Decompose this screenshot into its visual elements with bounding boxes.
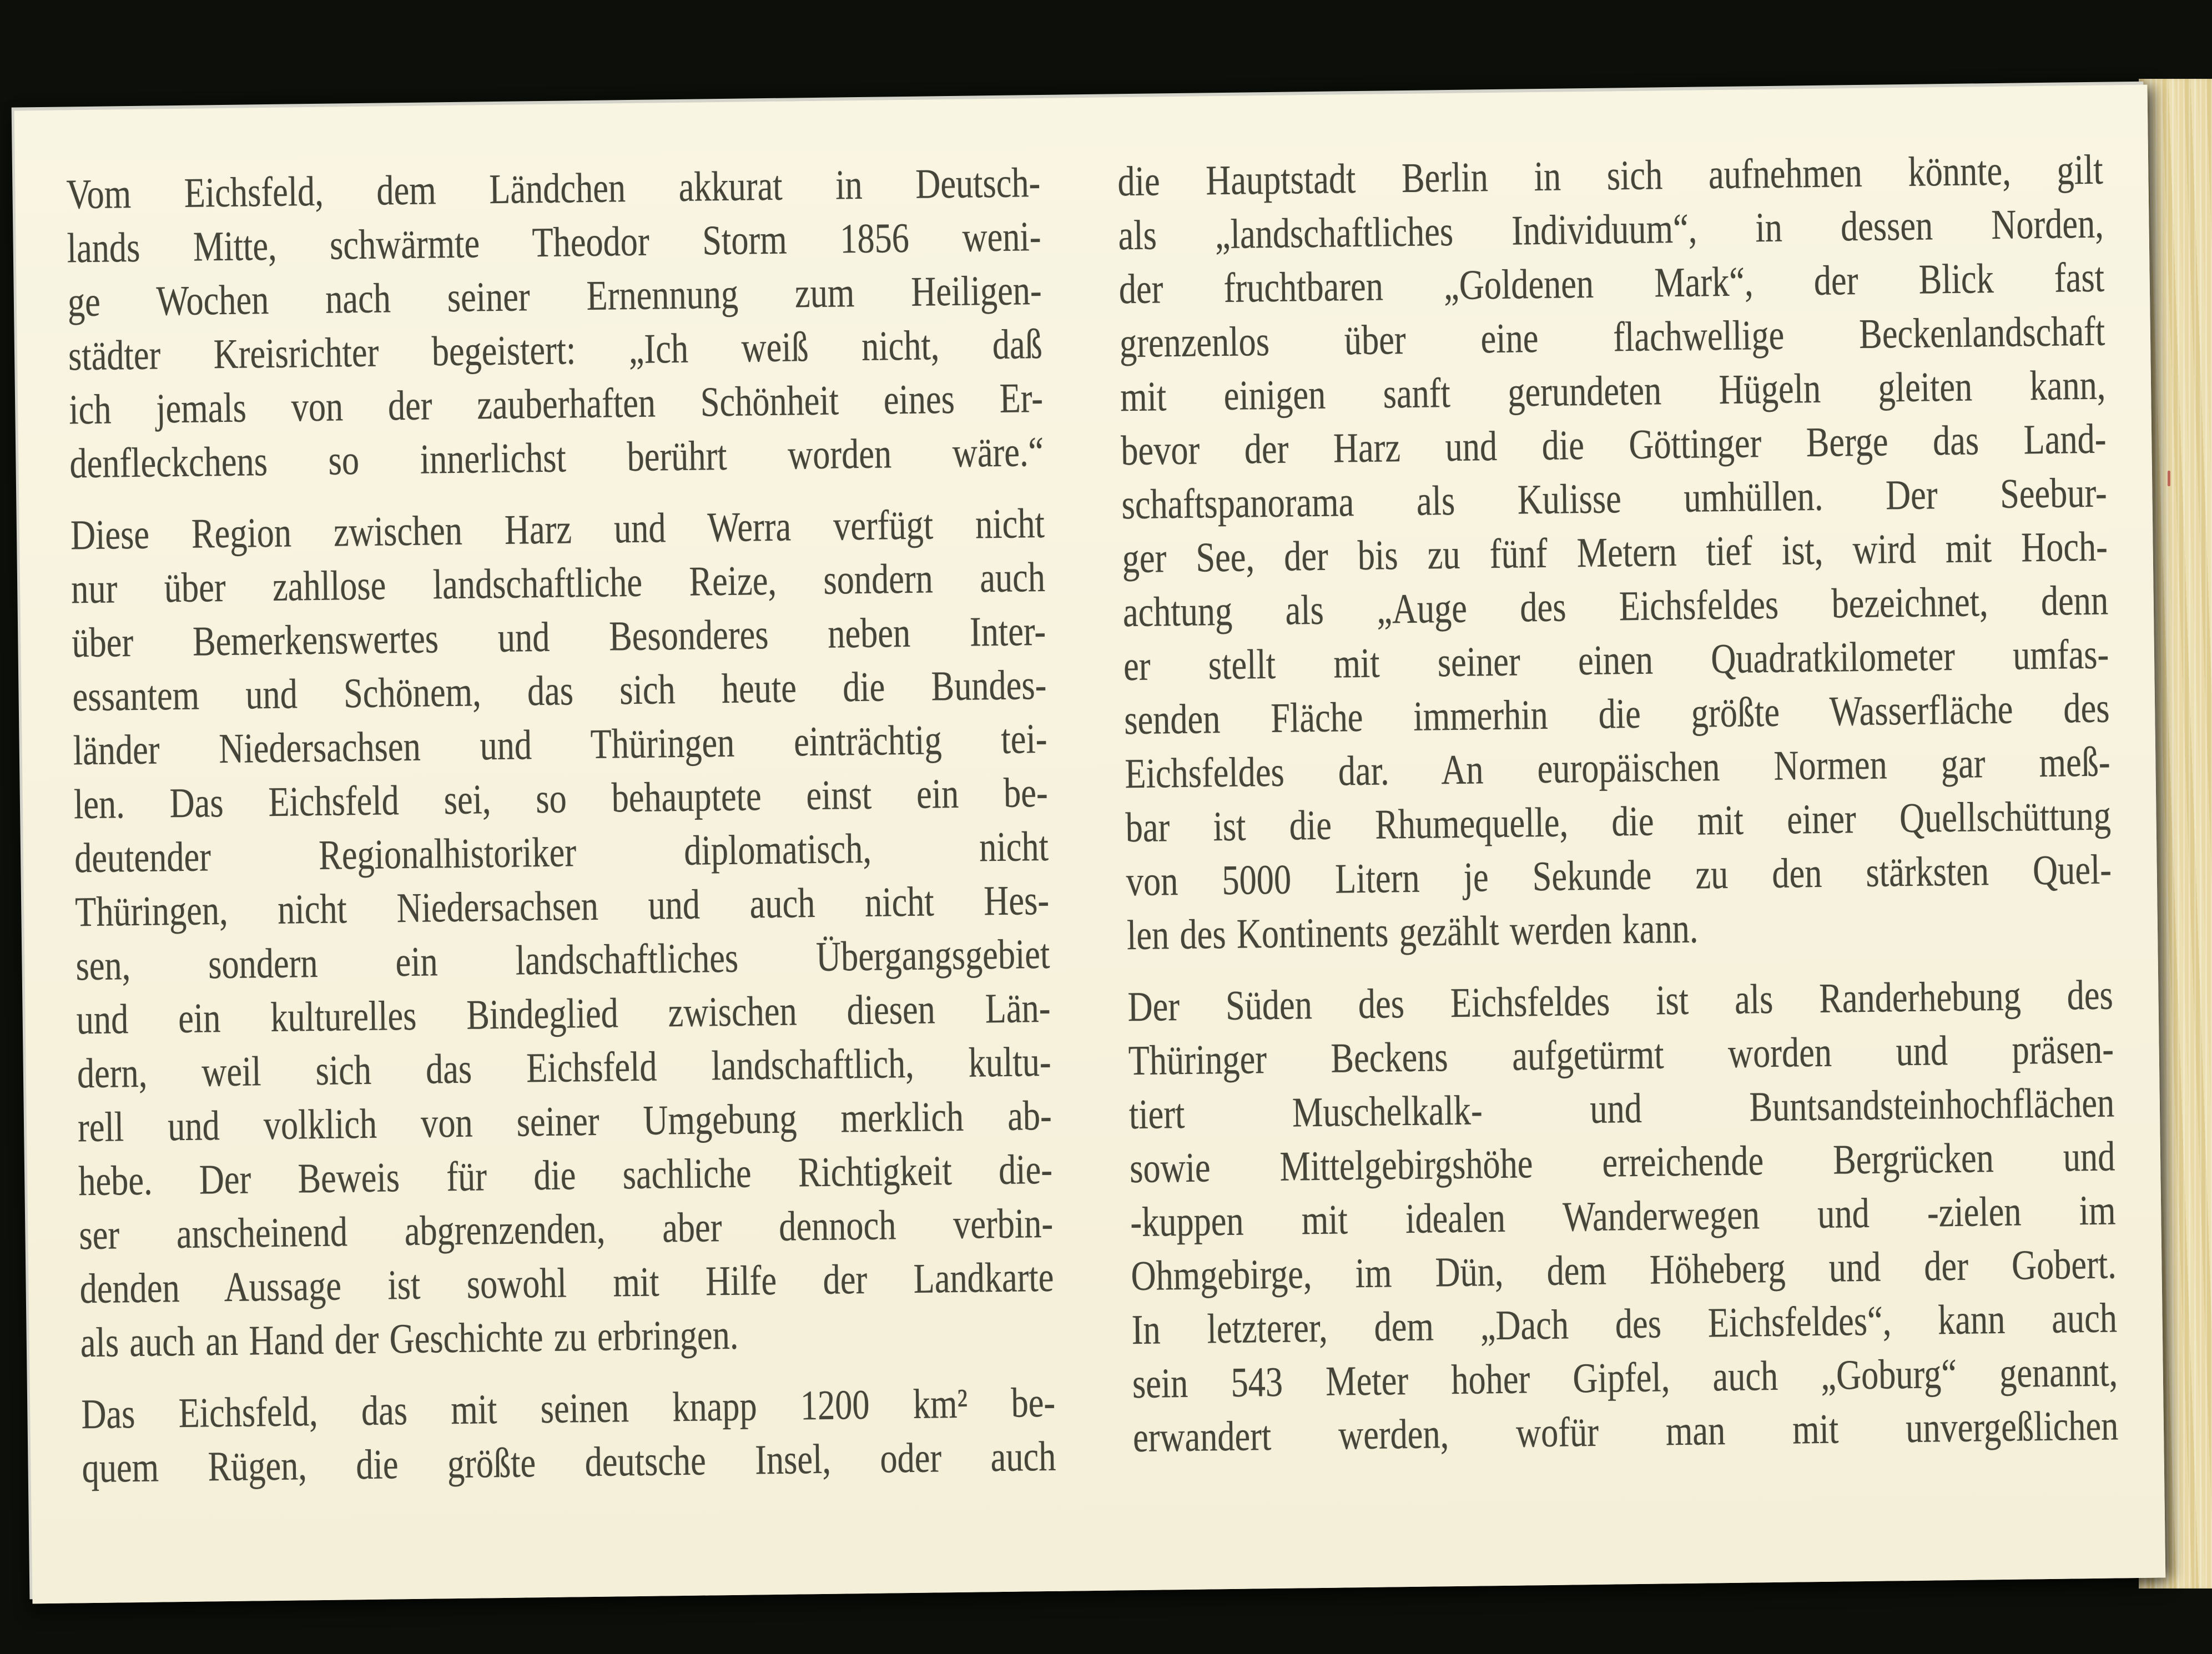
text-line: schaftspanorama als Kulisse umhüllen. Der Seebur- [1121,469,2108,528]
text-line: er stellt mit seiner einen Quadratkilometer umfas- [1123,631,2109,690]
text-line: -kuppen mit idealen Wanderwegen und -zielen im [1130,1187,2117,1246]
text-line: Vom Eichsfeld, dem Ländchen akkurat in Deutsch- [66,159,1041,218]
text-line: ser anscheinend abgrenzenden, aber dennoch verbin- [78,1199,1054,1259]
text-line: quem Rügen, die größte deutsche Insel, oder auch [82,1433,1056,1492]
text-line: ge Wochen nach seiner Ernennung zum Heiligen- [67,266,1042,326]
text-line: Diese Region zwischen Harz und Werra verfügt nicht [70,500,1045,559]
text-line: Das Eichsfeld, das mit seinen knapp 1200 km² be- [80,1379,1056,1438]
text-line: städter Kreisrichter begeistert: „Ich weiß nicht, daß [68,320,1043,380]
text-line: lands Mitte, schwärmte Theodor Storm 1856 weni- [67,213,1041,272]
text-line: senden Fläche immerhin die größte Wasserfläche des [1123,684,2110,744]
text-line: und ein kulturelles Bindeglied zwischen diesen Län- [76,984,1051,1043]
text-line: als „landschaftliches Individuum“, in dessen Norden, [1118,200,2104,259]
text-line: bar ist die Rhumequelle, die mit einer Quellschüttung [1125,792,2112,851]
text-line: dern, weil sich das Eichsfeld landschaftlich, kultu- [77,1038,1052,1097]
text-line: achtung als „Auge des Eichsfeldes bezeichnet, denn [1122,577,2109,636]
text-line: Eichsfeldes dar. An europäischen Normen gar meß- [1124,738,2111,798]
text-line: hebe. Der Beweis für die sachliche Richtigkeit die- [78,1146,1053,1205]
text-line: len des Kontinents gezählt werden kann. [1126,905,1699,959]
text-line: essantem und Schönem, das sich heute die Bundes- [72,661,1047,720]
text-line: über Bemerkenswertes und Besonderes neben Inter- [71,607,1046,667]
text-line: mit einigen sanft gerundeten Hügeln gleiten kann, [1120,361,2106,421]
text-line: von 5000 Litern je Sekunde zu den stärksten Quel- [1126,846,2112,905]
text-line: sein 543 Meter hoher Gipfel, auch „Goburg“ genannt, [1132,1348,2118,1408]
text-line: erwandert werden, wofür man mit unvergeßlichen [1132,1402,2119,1461]
text-line: denden Aussage ist sowohl mit Hilfe der Landkarte [79,1253,1054,1313]
text-line: nur über zahllose landschaftliche Reize, sondern auch [70,553,1046,613]
text-line: bevor der Harz und die Göttinger Berge das Land- [1120,415,2107,475]
paragraph [81,1376,1056,1495]
paragraph [66,156,1044,491]
text-line: als auch an Hand der Geschichte zu erbringen. [80,1311,739,1366]
text-line: denfleckchens so innerlichst berührt worden wäre.“ [69,428,1044,487]
text-line: der fruchtbaren „Goldenen Mark“, der Blick fast [1118,254,2105,313]
text-line: tiert Muschelkalk- und Buntsandsteinhochflächen [1128,1079,2115,1138]
red-fiber-mark [2168,471,2170,486]
paragraph [70,497,1055,1370]
text-line: sen, sondern ein landschaftliches Übergangsgebiet [75,930,1050,990]
text-line: len. Das Eichsfeld sei, so behauptete einst ein be- [73,769,1049,828]
text-line: die Hauptstadt Berlin in sich aufnehmen könnte, gilt [1117,146,2104,205]
text-line: sowie Mittelgebirgshöhe erreichende Bergrücken und [1129,1133,2115,1192]
text-column-right [1117,143,2119,1465]
paragraph [1127,969,2119,1465]
text-line: deutender Regionalhistoriker diplomatisch, nicht [74,823,1049,882]
book-page [14,85,2166,1604]
text-column-left [66,156,1056,1495]
text-line: Thüringer Beckens aufgetürmt worden und präsen- [1128,1025,2114,1085]
text-line: In letzterer, dem „Dach des Eichsfeldes“, kann auch [1131,1294,2118,1354]
text-line: rell und volklich von seiner Umgebung merklich ab- [77,1092,1052,1151]
text-line: länder Niedersachsen und Thüringen einträchtig tei- [73,715,1047,774]
text-line: Der Süden des Eichsfeldes ist als Randerhebung des [1127,971,2114,1031]
text-line: Thüringen, nicht Niedersachsen und auch nicht Hes- [74,876,1050,936]
text-line: ich jemals von der zauberhaften Schönheit eines Er- [68,374,1044,433]
paragraph [1117,143,2113,963]
text-line: grenzenlos über eine flachwellige Beckenlandschaft [1119,307,2105,367]
text-line: Ohmgebirge, im Dün, dem Höheberg und der Gobert. [1130,1240,2117,1300]
text-line: ger See, der bis zu fünf Metern tief ist, wird mit Hoch- [1122,523,2108,582]
